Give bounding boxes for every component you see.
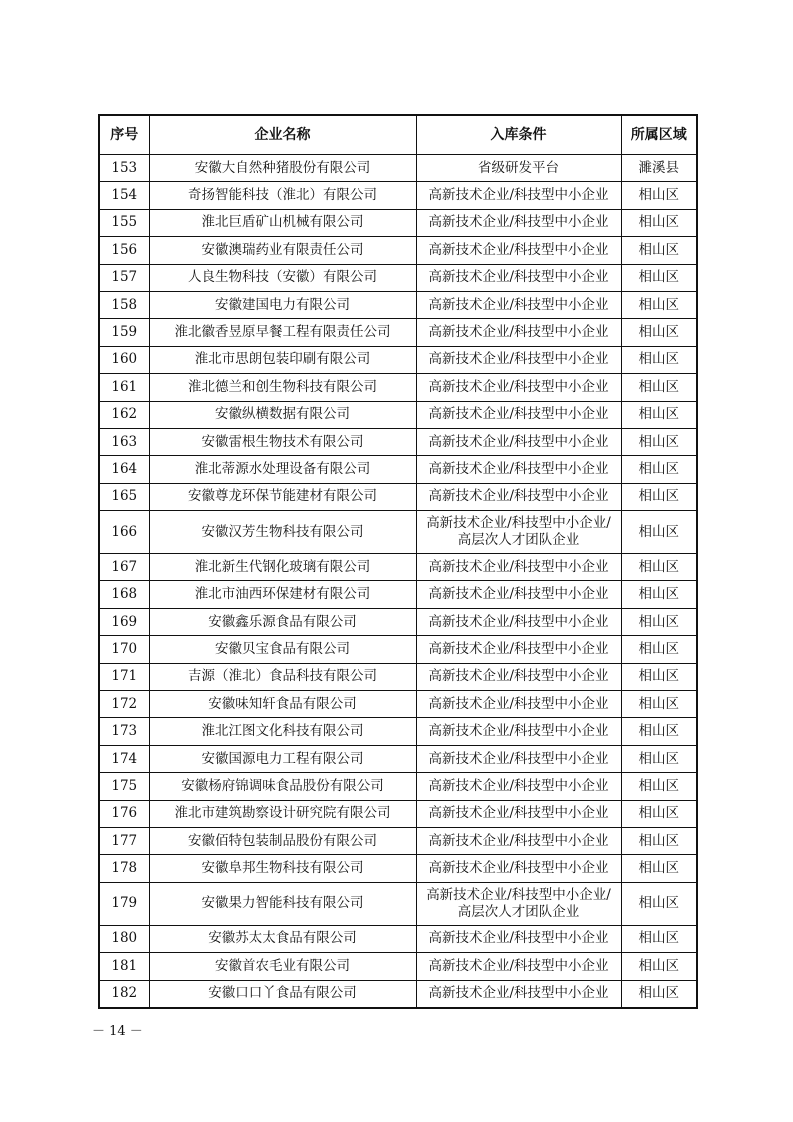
company-name-cell: 安徽纵横数据有限公司 — [149, 401, 416, 428]
region-cell: 相山区 — [621, 925, 697, 952]
company-name-cell: 安徽阜邦生物科技有限公司 — [149, 855, 416, 882]
serial-number-cell: 180 — [99, 925, 149, 952]
entry-condition-cell — [416, 264, 621, 291]
entry-condition-cell — [416, 155, 621, 182]
table-row — [99, 511, 697, 554]
company-name-cell: 安徽佰特包装制品股份有限公司 — [149, 827, 416, 854]
region-cell: 相山区 — [621, 855, 697, 882]
table-row — [99, 237, 697, 264]
entry-condition-cell — [416, 237, 621, 264]
region-cell: 相山区 — [621, 264, 697, 291]
entry-condition-line: 高新技术企业/科技型中小企业 — [428, 930, 609, 947]
entry-condition-line: 高新技术企业/科技型中小企业 — [428, 695, 609, 712]
serial-number-cell: 166 — [99, 511, 149, 554]
region-cell: 相山区 — [621, 209, 697, 236]
region-cell: 相山区 — [621, 980, 697, 1008]
entry-condition-cell — [416, 953, 621, 980]
company-name-cell: 安徽杨府锦调味食品股份有限公司 — [149, 773, 416, 800]
serial-number-cell: 171 — [99, 663, 149, 690]
entry-condition-cell — [416, 882, 621, 925]
region-cell: 相山区 — [621, 401, 697, 428]
region-cell: 相山区 — [621, 291, 697, 318]
table-row — [99, 608, 697, 635]
region-cell: 相山区 — [621, 581, 697, 608]
serial-number-cell: 156 — [99, 237, 149, 264]
table-row — [99, 264, 697, 291]
entry-condition-cell — [416, 827, 621, 854]
entry-condition-line: 高新技术企业/科技型中小企业 — [428, 269, 609, 286]
company-name-cell: 淮北德兰和创生物科技有限公司 — [149, 374, 416, 401]
entry-condition-line: 高新技术企业/科技型中小企业 — [428, 351, 609, 368]
enterprise-table — [98, 114, 698, 1009]
entry-condition-line: 高新技术企业/科技型中小企业 — [428, 750, 609, 767]
header-entry-condition: 入库条件 — [416, 115, 621, 155]
region-cell: 相山区 — [621, 800, 697, 827]
entry-condition-line: 高新技术企业/科技型中小企业 — [428, 832, 609, 849]
serial-number-cell: 163 — [99, 428, 149, 455]
region-cell: 相山区 — [621, 554, 697, 581]
entry-condition-cell — [416, 800, 621, 827]
table-row — [99, 827, 697, 854]
region-cell: 相山区 — [621, 608, 697, 635]
entry-condition-cell — [416, 554, 621, 581]
company-name-cell: 安徽雷根生物技术有限公司 — [149, 428, 416, 455]
serial-number-cell: 168 — [99, 581, 149, 608]
region-cell: 相山区 — [621, 882, 697, 925]
table-row — [99, 800, 697, 827]
serial-number-cell: 173 — [99, 718, 149, 745]
table-row — [99, 346, 697, 373]
table-row — [99, 855, 697, 882]
header-company-name: 企业名称 — [149, 115, 416, 155]
entry-condition-cell — [416, 456, 621, 483]
company-name-cell: 安徽果力智能科技有限公司 — [149, 882, 416, 925]
table-row — [99, 401, 697, 428]
entry-condition-line: 高新技术企业/科技型中小企业 — [428, 488, 609, 505]
entry-condition-line: 高新技术企业/科技型中小企业 — [428, 558, 609, 575]
region-cell: 相山区 — [621, 773, 697, 800]
region-cell: 濉溪县 — [621, 155, 697, 182]
entry-condition-cell — [416, 374, 621, 401]
region-cell: 相山区 — [621, 237, 697, 264]
serial-number-cell: 154 — [99, 182, 149, 209]
entry-condition-line: 高新技术企业/科技型中小企业 — [428, 957, 609, 974]
entry-condition-line: 高新技术企业/科技型中小企业 — [428, 324, 609, 341]
entry-condition-cell — [416, 745, 621, 772]
entry-condition-line: 高新技术企业/科技型中小企业 — [428, 985, 609, 1002]
company-name-cell: 安徽口口丫食品有限公司 — [149, 980, 416, 1008]
table-row — [99, 182, 697, 209]
entry-condition-line: 高新技术企业/科技型中小企业 — [428, 406, 609, 423]
table-row — [99, 374, 697, 401]
company-name-cell: 人良生物科技（安徽）有限公司 — [149, 264, 416, 291]
region-cell: 相山区 — [621, 182, 697, 209]
header-region: 所属区域 — [621, 115, 697, 155]
company-name-cell: 安徽味知轩食品有限公司 — [149, 691, 416, 718]
table-row — [99, 663, 697, 690]
serial-number-cell: 177 — [99, 827, 149, 854]
entry-condition-cell — [416, 319, 621, 346]
company-name-cell: 安徽首农毛业有限公司 — [149, 953, 416, 980]
entry-condition-cell — [416, 346, 621, 373]
serial-number-cell: 172 — [99, 691, 149, 718]
entry-condition-line: 高新技术企业/科技型中小企业 — [428, 860, 609, 877]
region-cell: 相山区 — [621, 483, 697, 510]
company-name-cell: 安徽国源电力工程有限公司 — [149, 745, 416, 772]
region-cell: 相山区 — [621, 428, 697, 455]
entry-condition-cell — [416, 980, 621, 1008]
region-cell: 相山区 — [621, 319, 697, 346]
entry-condition-line: 高新技术企业/科技型中小企业 — [428, 460, 609, 477]
table-row — [99, 209, 697, 236]
serial-number-cell: 158 — [99, 291, 149, 318]
entry-condition-cell — [416, 401, 621, 428]
serial-number-cell: 175 — [99, 773, 149, 800]
company-name-cell: 安徽汉芳生物科技有限公司 — [149, 511, 416, 554]
serial-number-cell: 162 — [99, 401, 149, 428]
table-row — [99, 554, 697, 581]
region-cell: 相山区 — [621, 374, 697, 401]
entry-condition-cell — [416, 581, 621, 608]
serial-number-cell: 167 — [99, 554, 149, 581]
entry-condition-cell — [416, 483, 621, 510]
serial-number-cell: 169 — [99, 608, 149, 635]
serial-number-cell: 155 — [99, 209, 149, 236]
entry-condition-line: 高新技术企业/科技型中小企业 — [428, 586, 609, 603]
table-row — [99, 581, 697, 608]
region-cell: 相山区 — [621, 718, 697, 745]
company-name-cell: 安徽尊龙环保节能建材有限公司 — [149, 483, 416, 510]
entry-condition-line: 高层次人才团队企业 — [457, 532, 580, 549]
serial-number-cell: 160 — [99, 346, 149, 373]
company-name-cell: 安徽苏太太食品有限公司 — [149, 925, 416, 952]
company-name-cell: 安徽贝宝食品有限公司 — [149, 636, 416, 663]
table-row — [99, 925, 697, 952]
entry-condition-cell — [416, 718, 621, 745]
region-cell: 相山区 — [621, 953, 697, 980]
entry-condition-cell — [416, 291, 621, 318]
entry-condition-cell — [416, 925, 621, 952]
entry-condition-line: 高新技术企业/科技型中小企业 — [428, 613, 609, 630]
entry-condition-cell — [416, 428, 621, 455]
serial-number-cell: 164 — [99, 456, 149, 483]
company-name-cell: 淮北巨盾矿山机械有限公司 — [149, 209, 416, 236]
table-row — [99, 691, 697, 718]
region-cell: 相山区 — [621, 745, 697, 772]
table-row — [99, 953, 697, 980]
entry-condition-cell — [416, 511, 621, 554]
serial-number-cell: 161 — [99, 374, 149, 401]
enterprise-table-container — [98, 114, 696, 1009]
table-row — [99, 456, 697, 483]
entry-condition-line: 高新技术企业/科技型中小企业 — [428, 241, 609, 258]
serial-number-cell: 165 — [99, 483, 149, 510]
company-name-cell: 淮北市建筑勘察设计研究院有限公司 — [149, 800, 416, 827]
entry-condition-cell — [416, 608, 621, 635]
table-row — [99, 745, 697, 772]
region-cell: 相山区 — [621, 456, 697, 483]
header-serial-number: 序号 — [99, 115, 149, 155]
table-row — [99, 428, 697, 455]
entry-condition-cell — [416, 855, 621, 882]
serial-number-cell: 174 — [99, 745, 149, 772]
table-row — [99, 483, 697, 510]
entry-condition-cell — [416, 663, 621, 690]
table-row — [99, 718, 697, 745]
serial-number-cell: 179 — [99, 882, 149, 925]
entry-condition-line: 高新技术企业/科技型中小企业 — [428, 187, 609, 204]
serial-number-cell: 176 — [99, 800, 149, 827]
table-row — [99, 773, 697, 800]
company-name-cell: 淮北蒂源水处理设备有限公司 — [149, 456, 416, 483]
company-name-cell: 安徽建国电力有限公司 — [149, 291, 416, 318]
region-cell: 相山区 — [621, 511, 697, 554]
entry-condition-line: 高层次人才团队企业 — [457, 903, 580, 920]
company-name-cell: 安徽大自然种猪股份有限公司 — [149, 155, 416, 182]
serial-number-cell: 157 — [99, 264, 149, 291]
table-body — [99, 155, 697, 1008]
entry-condition-line: 高新技术企业/科技型中小企业 — [428, 777, 609, 794]
entry-condition-line: 高新技术企业/科技型中小企业 — [428, 723, 609, 740]
region-cell: 相山区 — [621, 827, 697, 854]
entry-condition-line: 高新技术企业/科技型中小企业 — [428, 214, 609, 231]
serial-number-cell: 159 — [99, 319, 149, 346]
region-cell: 相山区 — [621, 663, 697, 690]
entry-condition-line: 高新技术企业/科技型中小企业 — [428, 805, 609, 822]
entry-condition-line: 高新技术企业/科技型中小企业 — [428, 378, 609, 395]
region-cell: 相山区 — [621, 636, 697, 663]
company-name-cell: 安徽澳瑞药业有限责任公司 — [149, 237, 416, 264]
entry-condition-cell — [416, 691, 621, 718]
company-name-cell: 淮北新生代钢化玻璃有限公司 — [149, 554, 416, 581]
entry-condition-cell — [416, 182, 621, 209]
company-name-cell: 淮北徽香昱原早餐工程有限责任公司 — [149, 319, 416, 346]
serial-number-cell: 170 — [99, 636, 149, 663]
entry-condition-cell — [416, 636, 621, 663]
serial-number-cell: 181 — [99, 953, 149, 980]
company-name-cell: 安徽鑫乐源食品有限公司 — [149, 608, 416, 635]
serial-number-cell: 153 — [99, 155, 149, 182]
entry-condition-cell — [416, 773, 621, 800]
entry-condition-line: 高新技术企业/科技型中小企业 — [428, 640, 609, 657]
serial-number-cell: 178 — [99, 855, 149, 882]
entry-condition-line: 高新技术企业/科技型中小企业 — [428, 433, 609, 450]
table-row — [99, 980, 697, 1008]
entry-condition-line: 省级研发平台 — [478, 159, 559, 176]
company-name-cell: 淮北市思朗包装印刷有限公司 — [149, 346, 416, 373]
entry-condition-line: 高新技术企业/科技型中小企业/ — [426, 886, 611, 903]
company-name-cell: 淮北市油西环保建材有限公司 — [149, 581, 416, 608]
table-row — [99, 882, 697, 925]
serial-number-cell: 182 — [99, 980, 149, 1008]
company-name-cell: 奇扬智能科技（淮北）有限公司 — [149, 182, 416, 209]
table-row — [99, 636, 697, 663]
page-number: － 14 － — [92, 1024, 143, 1039]
entry-condition-line: 高新技术企业/科技型中小企业/ — [426, 515, 611, 532]
entry-condition-line: 高新技术企业/科技型中小企业 — [428, 668, 609, 685]
region-cell: 相山区 — [621, 346, 697, 373]
table-row — [99, 319, 697, 346]
company-name-cell: 吉源（淮北）食品科技有限公司 — [149, 663, 416, 690]
table-row — [99, 155, 697, 182]
entry-condition-cell — [416, 209, 621, 236]
company-name-cell: 淮北江图文化科技有限公司 — [149, 718, 416, 745]
table-row — [99, 291, 697, 318]
region-cell: 相山区 — [621, 691, 697, 718]
table-header-row — [99, 115, 697, 155]
entry-condition-line: 高新技术企业/科技型中小企业 — [428, 296, 609, 313]
